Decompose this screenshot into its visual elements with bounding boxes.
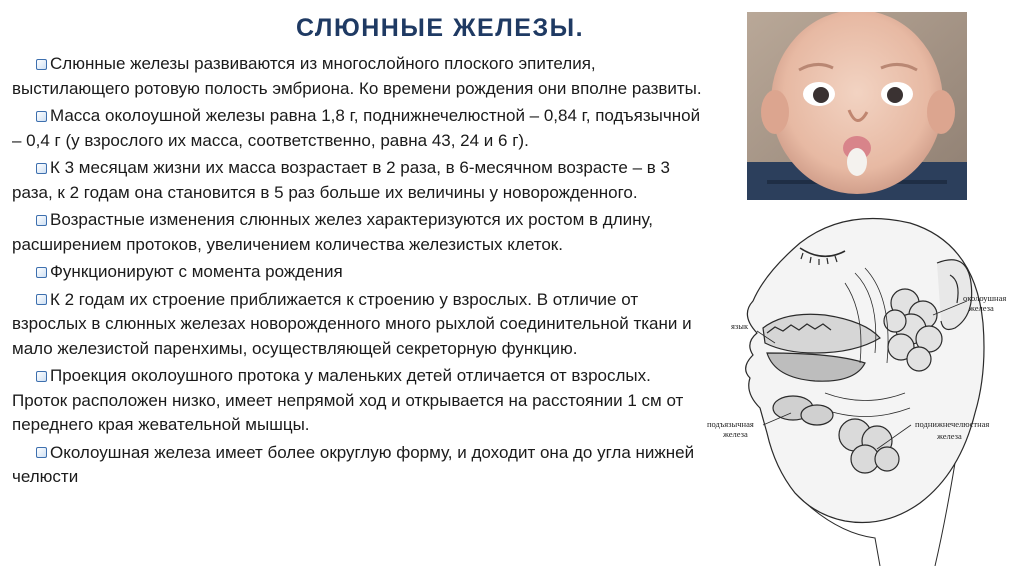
- label-tongue: язык: [731, 321, 749, 331]
- bullet-text: Масса околоушной железы равна 1,8 г, поднижнечелюстной – 0,84 г, подъязычной – 0,4 г (у взрослого их масса, соответственно, равна 43, 24 и 6 г).: [12, 106, 701, 150]
- label-submandibular-line2: железа: [937, 431, 962, 441]
- anatomy-illustration: [705, 203, 1020, 566]
- checkbox-bullet-icon: [36, 447, 47, 458]
- bullet-item: [12, 52, 708, 101]
- bullet-item: [12, 260, 708, 285]
- bullet-text: Проекция околоушного протока у маленьких детей отличается от взрослых. Проток расположен низко, имеет непрямой ход и открывается на расстоянии 1 см от переднего края жевательной мышцы.: [12, 366, 684, 434]
- bullet-item: [12, 364, 708, 438]
- label-submandibular-line1: поднижнечелюстная: [915, 419, 990, 429]
- checkbox-bullet-icon: [36, 59, 47, 70]
- checkbox-bullet-icon: [36, 371, 47, 382]
- bullet-item: [12, 104, 708, 153]
- checkbox-bullet-icon: [36, 294, 47, 305]
- baby-photo-illustration: [747, 12, 967, 200]
- salivary-glands-diagram: [705, 203, 1020, 566]
- checkbox-bullet-icon: [36, 163, 47, 174]
- checkbox-bullet-icon: [36, 215, 47, 226]
- bullet-item: [12, 156, 708, 205]
- baby-photo: [747, 12, 967, 200]
- label-parotid-line2: железа: [969, 303, 994, 313]
- bullet-text: Функционируют с момента рождения: [50, 262, 343, 281]
- bullet-text: Слюнные железы развиваются из многослойного плоского эпителия, выстилающего ротовую полость эмбриона. Ко времени рождения они вполне развиты.: [12, 54, 702, 98]
- page-title: СЛЮННЫЕ ЖЕЛЕЗЫ.: [296, 14, 585, 42]
- bullet-item: [12, 441, 708, 490]
- bullet-text: Возрастные изменения слюнных желез характеризуются их ростом в длину, расширением протоков, увеличением количества железистых клеток.: [12, 210, 654, 254]
- bullet-text: Околоушная железа имеет более округлую форму, и доходит она до угла нижней челюсти: [12, 442, 695, 486]
- checkbox-bullet-icon: [36, 111, 47, 122]
- bullet-item: [12, 208, 708, 257]
- bullet-text: К 3 месяцам жизни их масса возрастает в 2 раза, в 6-месячном возрасте – в 3 раза, к 2 годам она становится в 5 раз больше их величины у новорожденного.: [12, 158, 670, 202]
- bullet-text: К 2 годам их строение приближается к строению у взрослых. В отличие от взрослых в слюнных железах новорожденного много рыхлой соединительной ткани и мало железистой паренхимы, осуществляющей секреторную функцию.: [12, 289, 692, 358]
- label-parotid-line1: околоушная: [963, 293, 1007, 303]
- bullet-item: [12, 288, 708, 362]
- bullet-list: [12, 52, 708, 493]
- checkbox-bullet-icon: [36, 267, 47, 278]
- label-sublingual-line1: подъязычная: [707, 419, 754, 429]
- label-sublingual-line2: железа: [723, 429, 748, 439]
